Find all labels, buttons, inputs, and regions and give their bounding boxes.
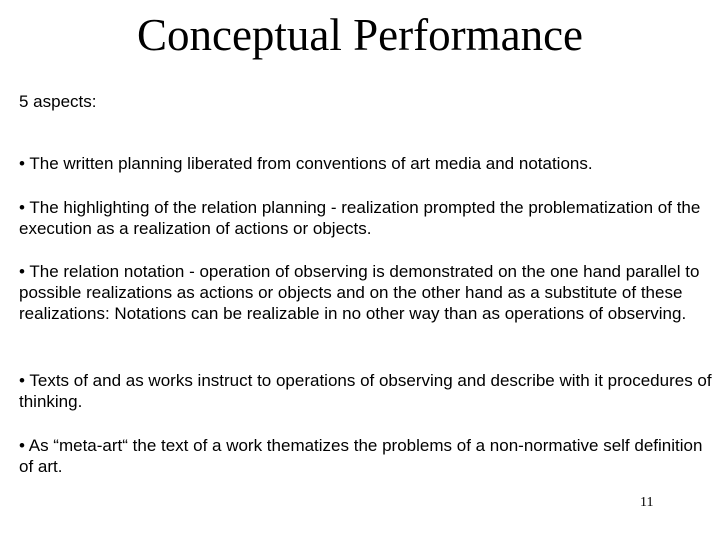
bullet-item: • As “meta-art“ the text of a work thematizes the problems of a non-normative self definition of art. [19, 436, 703, 476]
slide-title: Conceptual Performance [136, 10, 584, 60]
page-number: 11 [640, 495, 654, 510]
bullet-item: • The highlighting of the relation planning - realization prompted the problematization of the execution as a realization of actions or objects. [19, 198, 701, 238]
bullet-item: • Texts of and as works instruct to operations of observing and describe with it procedures of thinking. [19, 371, 712, 411]
bullet-item: • The written planning liberated from conventions of art media and notations. [19, 154, 593, 173]
intro-text: 5 aspects: [19, 92, 97, 111]
bullet-item: • The relation notation - operation of observing is demonstrated on the one hand parallel to possible realizations as actions or objects and on the other hand as a substitute of these realizations: Notations can be realizable in no other way than as operations of observing. [19, 262, 700, 323]
